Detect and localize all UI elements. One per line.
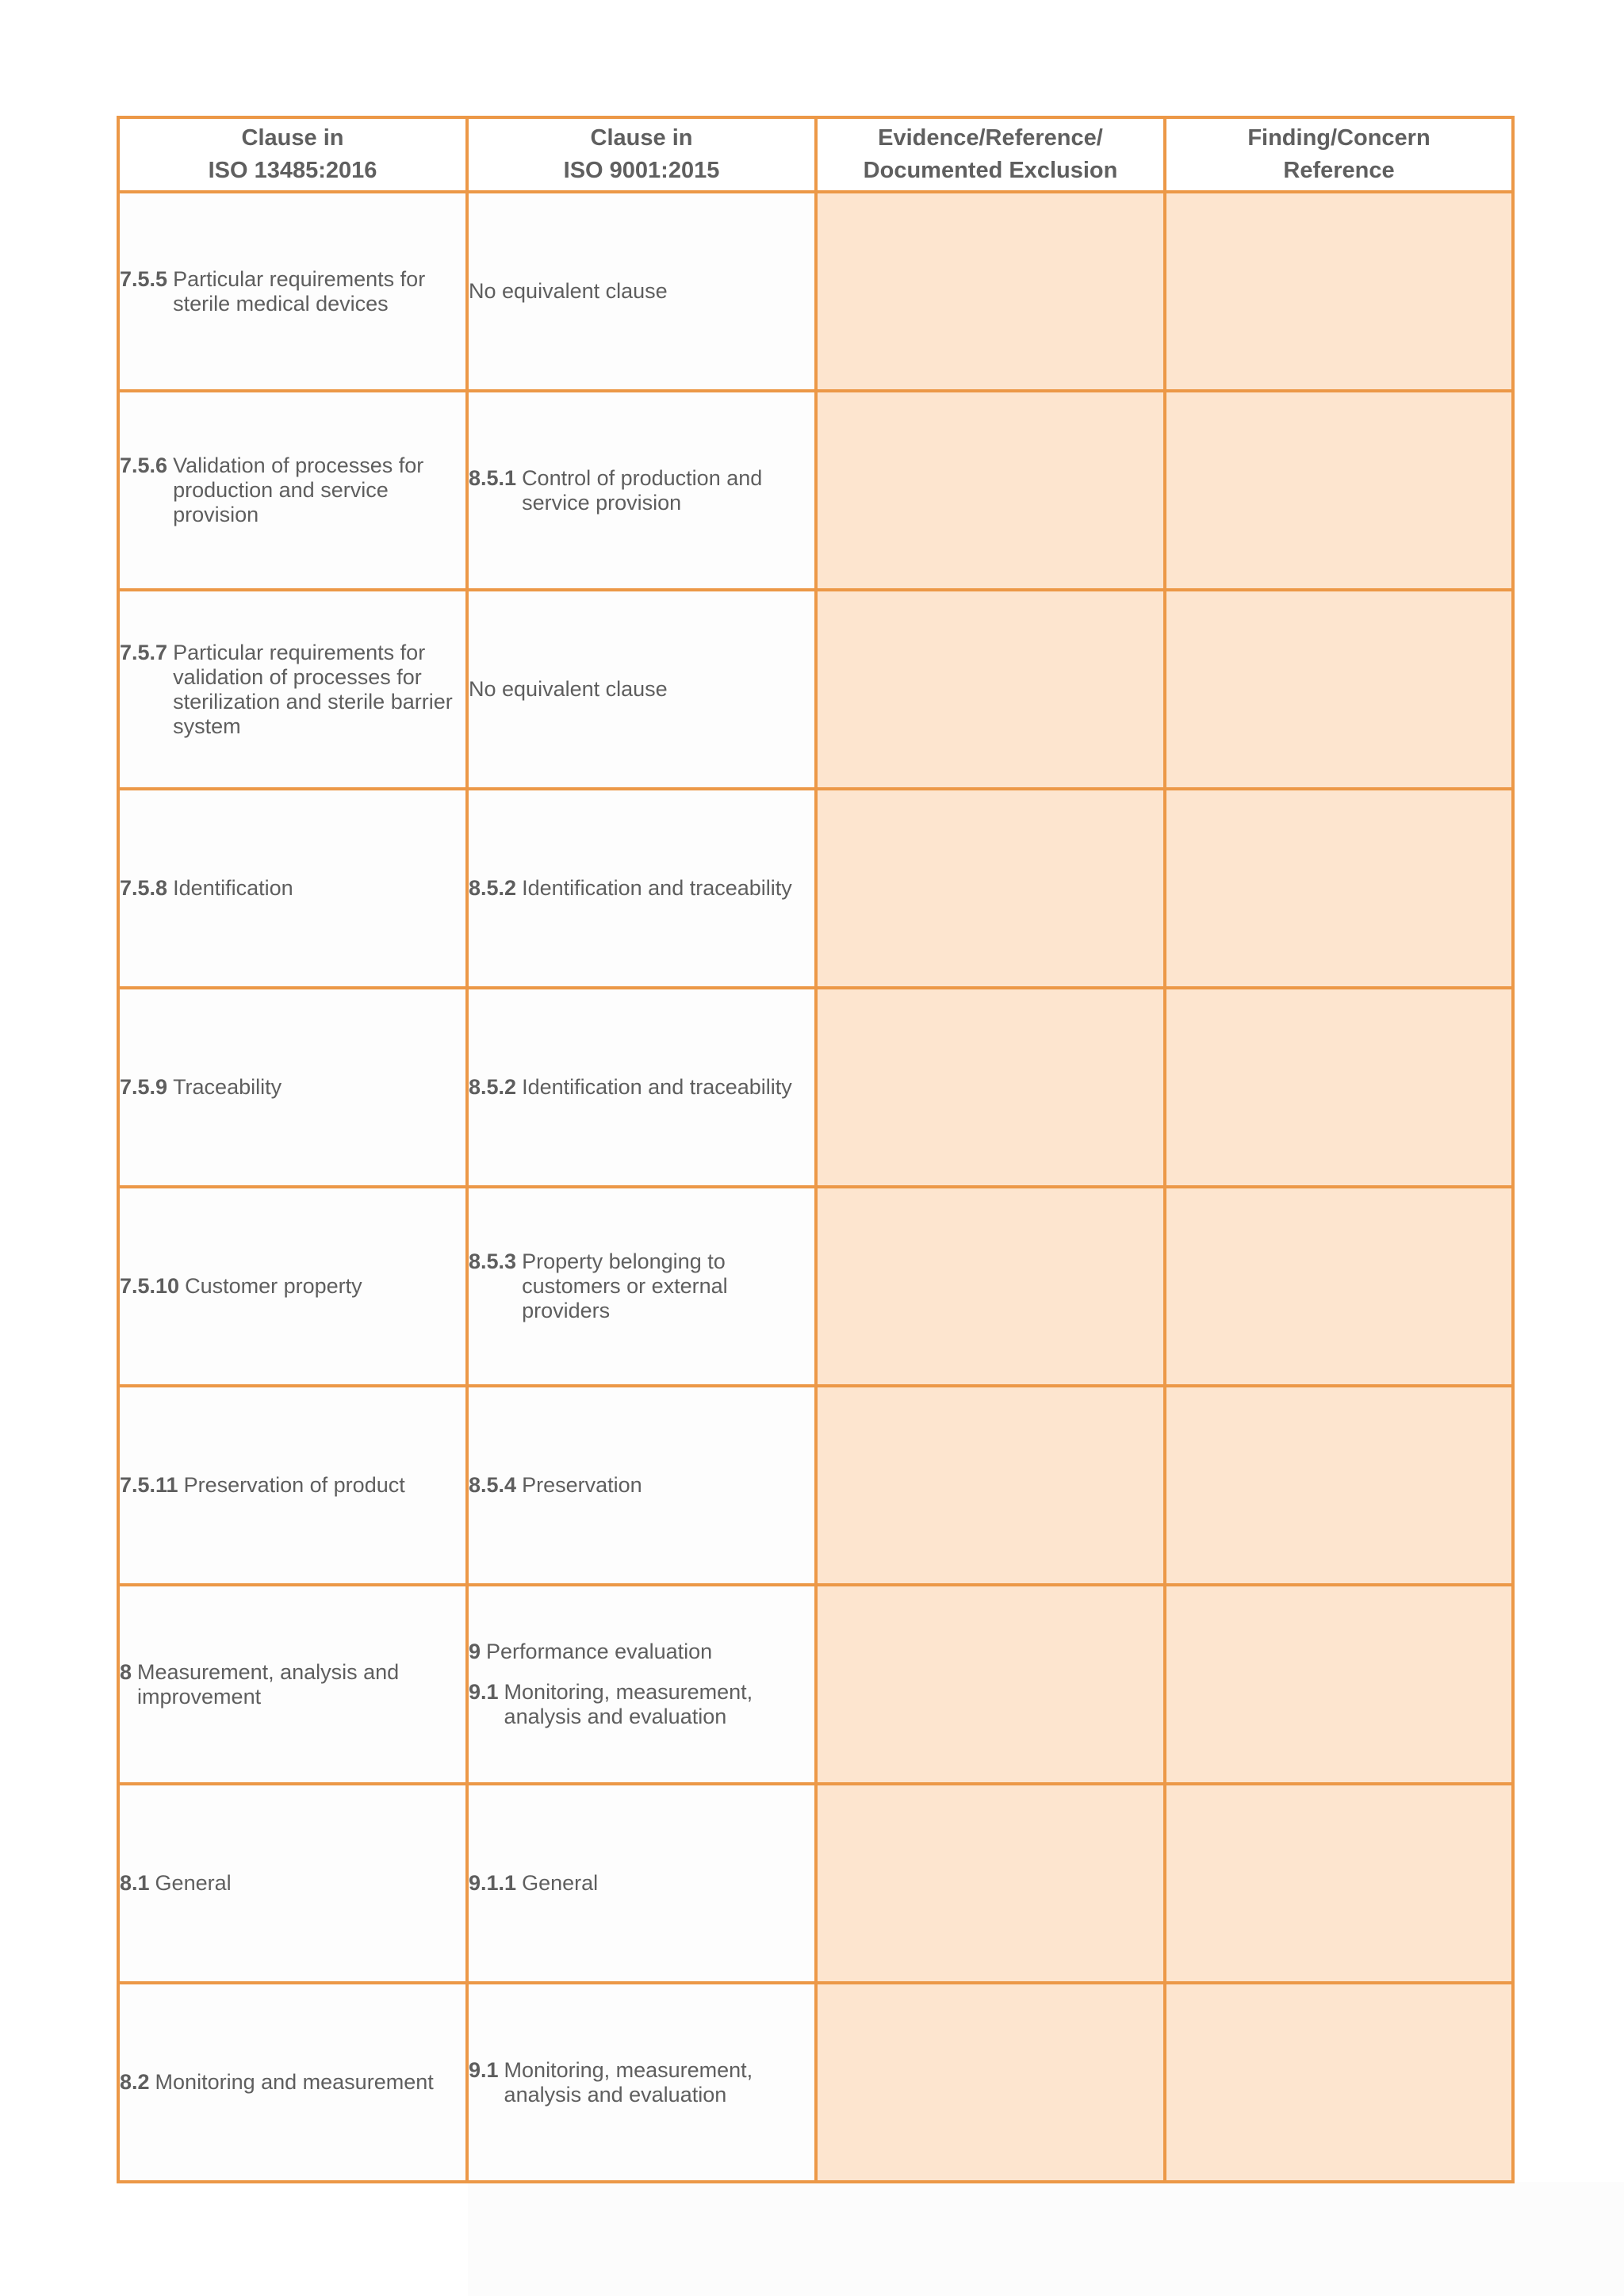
clause-number: 8.5.4 (469, 1473, 517, 1497)
clause-entry (120, 1660, 465, 1709)
finding-input-cell[interactable] (1165, 1386, 1513, 1585)
clause-title: Performance evaluation (486, 1640, 713, 1663)
table-row (118, 391, 1513, 590)
clause-number: 8.2 (120, 2070, 150, 2094)
iso13485-clause-cell (118, 1983, 467, 2182)
clause-entry (469, 1249, 814, 1323)
iso9001-clause-cell (467, 1585, 816, 1784)
evidence-input-cell[interactable] (816, 1983, 1165, 2182)
finding-input-cell[interactable] (1165, 1187, 1513, 1386)
clause-title: Control of production and service provision (522, 465, 763, 515)
clause-title: Monitoring, measurement, analysis and evaluation (504, 2057, 753, 2107)
evidence-input-cell[interactable] (816, 391, 1165, 590)
iso13485-clause-cell (118, 1187, 467, 1386)
table-header-row (118, 117, 1513, 192)
clause-entry (469, 466, 814, 515)
clause-number: 8.5.3 (469, 1249, 517, 1273)
finding-input-cell[interactable] (1165, 192, 1513, 391)
finding-input-cell[interactable] (1165, 789, 1513, 988)
clause-title: Identification and traceability (522, 1075, 792, 1099)
clause-title: Particular requirements for validation of processes for sterilization and sterile barrier system (173, 640, 453, 738)
clause-entry (120, 267, 465, 316)
iso13485-clause-cell (118, 789, 467, 988)
evidence-input-cell[interactable] (816, 1386, 1165, 1585)
table-row (118, 988, 1513, 1187)
finding-input-cell[interactable] (1165, 590, 1513, 789)
clause-entry (120, 641, 465, 739)
finding-input-cell[interactable] (1165, 988, 1513, 1187)
table-row (118, 1386, 1513, 1585)
clause-entry (469, 1640, 814, 1664)
header-line: Finding/Concern (1247, 125, 1431, 151)
evidence-input-cell[interactable] (816, 590, 1165, 789)
header-line: Reference (1283, 158, 1395, 183)
clause-number: 9 (469, 1640, 481, 1663)
clause-title: General (155, 1871, 232, 1895)
clause-title: Monitoring, measurement, analysis and evaluation (504, 1680, 753, 1728)
header-line: Clause in (241, 125, 344, 151)
clause-number: 7.5.8 (120, 876, 168, 900)
clause-entry (120, 2070, 465, 2095)
evidence-input-cell[interactable] (816, 1784, 1165, 1983)
evidence-input-cell[interactable] (816, 192, 1165, 391)
clause-number: 7.5.9 (120, 1075, 168, 1099)
iso9001-clause-cell (467, 1187, 816, 1386)
header-iso13485-clause (118, 117, 467, 192)
clause-number: 7.5.11 (120, 1473, 178, 1497)
table-row (118, 192, 1513, 391)
clause-number: 8.1 (120, 1871, 150, 1895)
clause-number: 7.5.7 (120, 640, 168, 664)
evidence-input-cell[interactable] (816, 1187, 1165, 1386)
clause-title: Particular requirements for sterile medical devices (173, 266, 426, 316)
table-row (118, 1784, 1513, 1983)
evidence-input-cell[interactable] (816, 1585, 1165, 1784)
header-finding-concern (1165, 117, 1513, 192)
header-line: Evidence/Reference/ (878, 125, 1103, 151)
table-row (118, 590, 1513, 789)
iso9001-clause-cell (467, 1784, 816, 1983)
table-row (118, 1187, 1513, 1386)
header-evidence-reference (816, 117, 1165, 192)
clause-entry (120, 1274, 465, 1299)
clause-entry (120, 1473, 465, 1498)
clause-number: 7.5.5 (120, 266, 168, 291)
evidence-input-cell[interactable] (816, 789, 1165, 988)
clause-entry (120, 876, 465, 901)
clause-entry (469, 1680, 814, 1729)
clause-title: Identification (173, 876, 293, 900)
clause-entry (469, 1473, 814, 1498)
iso13485-clause-cell (118, 192, 467, 391)
table-body (118, 192, 1513, 2182)
evidence-input-cell[interactable] (816, 988, 1165, 1187)
clause-number: 7.5.10 (120, 1274, 180, 1298)
clause-number: 9.1 (469, 1680, 499, 1704)
iso13485-clause-cell (118, 590, 467, 789)
header-line: Clause in (590, 125, 693, 151)
iso9001-clause-cell (467, 391, 816, 590)
clause-number: 9.1.1 (469, 1871, 517, 1895)
iso13485-clause-cell (118, 1386, 467, 1585)
finding-input-cell[interactable] (1165, 1784, 1513, 1983)
finding-input-cell[interactable] (1165, 391, 1513, 590)
clause-entry (120, 1075, 465, 1100)
iso9001-clause-cell (467, 1386, 816, 1585)
header-line: Documented Exclusion (863, 158, 1118, 183)
clause-number: 8.5.2 (469, 1075, 517, 1099)
clause-title: Customer property (185, 1274, 362, 1298)
clause-title: Property belonging to customers or external providers (522, 1249, 728, 1322)
clause-entry (469, 876, 814, 901)
iso9001-clause-cell (467, 789, 816, 988)
clause-number: 8 (120, 1659, 132, 1684)
clause-number: 8.5.1 (469, 465, 517, 490)
iso13485-clause-cell (118, 1784, 467, 1983)
clause-title: No equivalent clause (469, 279, 668, 303)
header-line: ISO 9001:2015 (563, 158, 720, 183)
clause-entry (469, 1871, 814, 1896)
clause-entry (120, 1871, 465, 1896)
clause-entry (469, 279, 814, 304)
page-background-shade (468, 2182, 1624, 2296)
clause-number: 7.5.6 (120, 453, 168, 477)
iso13485-clause-cell (118, 988, 467, 1187)
header-iso9001-clause (467, 117, 816, 192)
clause-entry (120, 453, 465, 527)
clause-entry (469, 1075, 814, 1100)
iso9001-clause-cell (467, 590, 816, 789)
header-line: ISO 13485:2016 (208, 158, 377, 183)
finding-input-cell[interactable] (1165, 1585, 1513, 1784)
iso13485-clause-cell (118, 1585, 467, 1784)
clause-title: Measurement, analysis and improvement (137, 1659, 400, 1709)
clause-title: Preservation (522, 1473, 642, 1497)
clause-title: Preservation of product (183, 1473, 405, 1497)
clause-title: Validation of processes for production and service provision (173, 453, 424, 526)
clause-correspondence-table (117, 116, 1515, 2183)
table-row (118, 789, 1513, 988)
iso9001-clause-cell (467, 1983, 816, 2182)
clause-entry (469, 2058, 814, 2107)
clause-title: Identification and traceability (522, 876, 792, 900)
clause-title: General (522, 1871, 599, 1895)
finding-input-cell[interactable] (1165, 1983, 1513, 2182)
iso9001-clause-cell (467, 988, 816, 1187)
clause-number: 9.1 (469, 2057, 499, 2082)
clause-title: Monitoring and measurement (155, 2070, 434, 2094)
clause-entry (469, 677, 814, 702)
iso9001-clause-cell (467, 192, 816, 391)
clause-number: 8.5.2 (469, 876, 517, 900)
table-row (118, 1983, 1513, 2182)
iso13485-clause-cell (118, 391, 467, 590)
table-row (118, 1585, 1513, 1784)
clause-title: Traceability (173, 1075, 282, 1099)
clause-title: No equivalent clause (469, 677, 668, 701)
